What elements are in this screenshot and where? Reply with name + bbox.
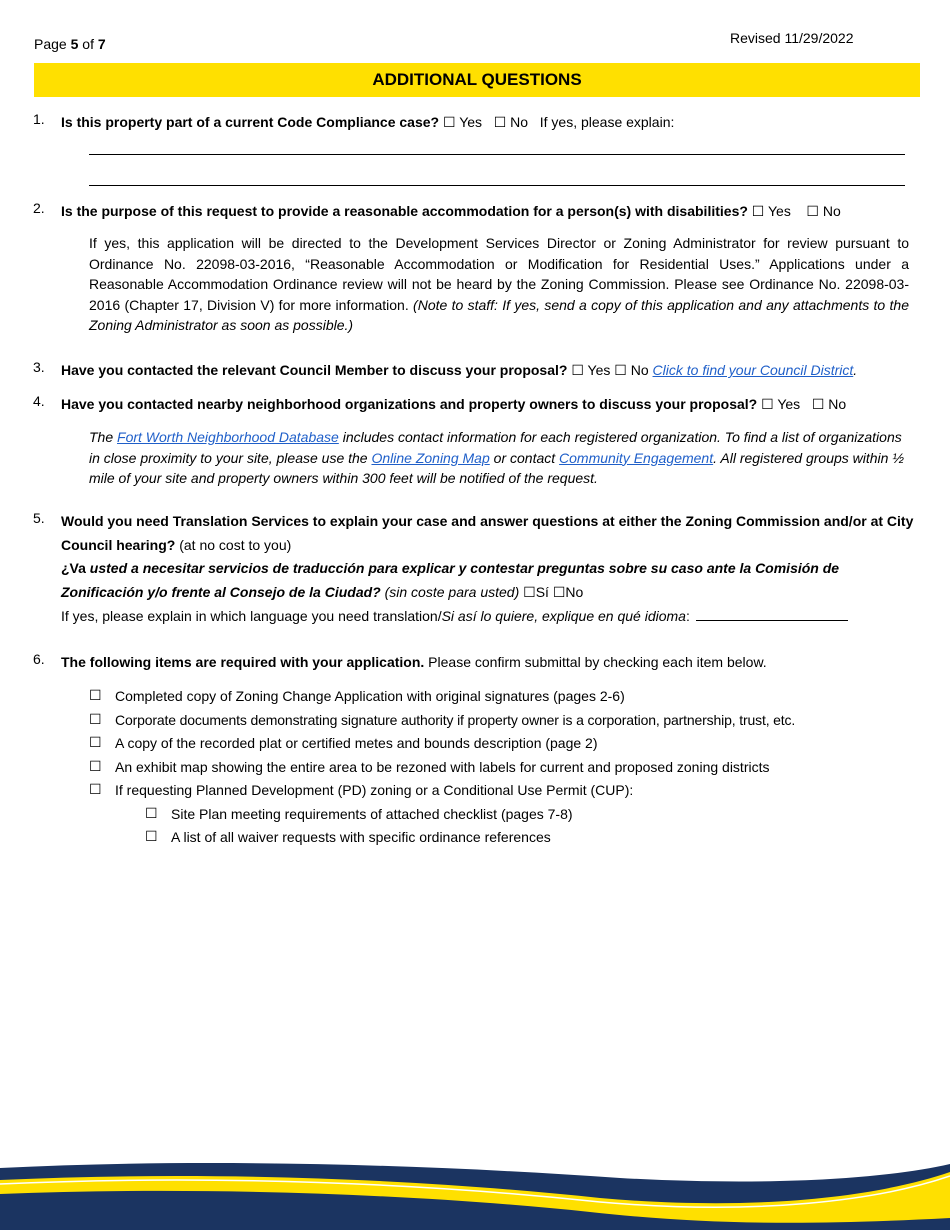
q2-yes-checkbox[interactable]: ☐: [751, 204, 765, 220]
q5-no-label: No: [565, 583, 584, 600]
section-banner: [34, 63, 920, 97]
q4-text-mid2: or contact: [493, 449, 556, 466]
checklist-item-checkbox[interactable]: ☐: [89, 758, 102, 775]
page-prefix: Page: [34, 36, 67, 52]
q1-followup: If yes, please explain:: [539, 114, 675, 130]
q2-body: If yes, this application will be directed to the Development Services Director or Zoning Administrator for review pursuant to Ordinance No. 22098-03-2016, “Reasonable Accommodation or Modification for Residential Uses.” Applications under a Reasonable Accommodation Ordinance review will not be heard by the Zoning Commission. Please see Ordinance No. 22098-03-2016 (Chapter 17, Division V) for more information.: [89, 235, 909, 313]
checklist-subitem-label: A list of all waiver requests with specific ordinance references: [171, 829, 551, 845]
checklist-item: [89, 757, 919, 777]
q1-question: Is this property part of a current Code Compliance case?: [61, 114, 440, 130]
q3-no-checkbox[interactable]: ☐: [614, 363, 627, 379]
q3-yes-label: Yes: [587, 362, 611, 378]
checklist-subitem: [145, 827, 919, 847]
q4-explanation: [89, 427, 909, 489]
footer-wave: [0, 1160, 950, 1230]
checklist-item-checkbox[interactable]: ☐: [89, 711, 102, 728]
checklist-subitem-checkbox[interactable]: ☐: [145, 829, 158, 845]
checklist-subitem: [145, 804, 919, 824]
section-title: ADDITIONAL QUESTIONS: [372, 70, 582, 89]
q5-question: Would you need Translation Services to explain your case and answer questions at either the Zoning Commission and/or at City Council hearing?: [61, 513, 914, 553]
q1-line: [61, 111, 912, 134]
revised-date: Revised 11/29/2022: [730, 30, 854, 46]
q2-no-label: No: [822, 203, 841, 219]
q5-es-question: usted a necesitar servicios de traducción para explicar y contestar preguntas sobre su caso ante la Comisión de Zonificación y/o frente al Consejo de la Ciudad?: [61, 560, 840, 600]
checklist-item-label: A copy of the recorded plat or certified metes and bounds description (page 2): [115, 735, 598, 751]
council-district-link[interactable]: Click to find your Council District: [652, 362, 854, 378]
q5-english: [61, 510, 916, 557]
q2-yes-label: Yes: [768, 203, 791, 219]
q2-line: [61, 200, 912, 223]
q1-no-label: No: [510, 114, 529, 130]
q4-yes-label: Yes: [777, 396, 801, 412]
q5-spanish: [61, 557, 916, 605]
page-current: 5: [70, 36, 79, 52]
checklist-item: [89, 686, 919, 706]
q1-answer-line-2[interactable]: [89, 185, 905, 186]
language-input-line[interactable]: [696, 606, 848, 621]
q5-question-note: (at no cost to you): [179, 536, 292, 553]
q6-question: The following items are required with your application.: [61, 654, 425, 670]
checklist-item-label: If requesting Planned Development (PD) zoning or a Conditional Use Permit (CUP):: [115, 782, 634, 798]
q6-instruction: Please confirm submittal by checking each item below.: [428, 654, 767, 670]
q3-number: 3.: [33, 359, 45, 375]
checklist-item: [89, 780, 919, 800]
q5-explain-es: Si así lo quiere, explique en qué idioma: [441, 608, 686, 624]
q5-no-checkbox[interactable]: ☐: [552, 584, 566, 601]
checklist-item-checkbox[interactable]: ☐: [89, 735, 102, 751]
q5-explain-colon: :: [685, 608, 690, 624]
checklist-item-label: Completed copy of Zoning Change Application with original signatures (pages 2-6): [115, 688, 625, 704]
community-engagement-link[interactable]: Community Engagement: [559, 449, 714, 466]
page-total: 7: [97, 36, 106, 52]
q4-number: 4.: [33, 393, 45, 409]
q4-no-label: No: [828, 396, 847, 412]
q1-yes-checkbox[interactable]: ☐: [442, 115, 456, 131]
q5-es-note: (sin coste para usted): [384, 583, 520, 600]
q4-text-the: The: [89, 429, 114, 445]
online-zoning-map-link[interactable]: Online Zoning Map: [371, 449, 490, 466]
q3-line: [61, 359, 912, 382]
q4-no-checkbox[interactable]: ☐: [811, 397, 825, 413]
page-of: of: [82, 36, 94, 52]
checklist-item-label: Corporate documents demonstrating signature authority if property owner is a corporation, partnership, trust, etc.: [115, 711, 796, 728]
checklist-item-checkbox[interactable]: ☐: [89, 688, 102, 704]
q5-explain-en: If yes, please explain in which language you need translation/: [61, 608, 442, 624]
q4-yes-checkbox[interactable]: ☐: [761, 397, 774, 413]
q1-no-checkbox[interactable]: ☐: [493, 115, 507, 131]
page-number: [34, 36, 106, 52]
neighborhood-database-link[interactable]: Fort Worth Neighborhood Database: [117, 429, 339, 445]
q2-explanation: [89, 233, 909, 336]
q3-yes-checkbox[interactable]: ☐: [571, 363, 584, 379]
q5-es-lead: ¿Va: [61, 560, 86, 576]
q5-si-checkbox[interactable]: ☐: [523, 584, 536, 601]
q3-link-period: .: [853, 362, 858, 378]
q1-answer-line-1[interactable]: [89, 154, 905, 155]
q5-block: [61, 510, 916, 629]
q5-language-row: [61, 605, 916, 629]
q6-number: 6.: [33, 651, 45, 667]
q2-question: Is the purpose of this request to provide a reasonable accommodation for a person(s) with disabilities?: [61, 203, 748, 219]
q2-staff-note: (Note to staff: If yes, send a copy of this application and any attachments to the Zoning Administrator as soon as possible.): [89, 296, 909, 334]
q6-line: [61, 651, 912, 673]
q5-number: 5.: [33, 510, 45, 526]
checklist-item: [89, 733, 919, 753]
q4-line: [61, 393, 912, 416]
q1-number: 1.: [33, 111, 45, 127]
q4-text-mid1: includes contact information for each registered organization. To find a list of organizations in close proximity to your site, please use the: [89, 429, 902, 466]
q1-yes-label: Yes: [459, 114, 483, 130]
q3-no-label: No: [630, 362, 649, 378]
checklist-item: [89, 710, 919, 730]
checklist-item-checkbox[interactable]: ☐: [89, 782, 102, 798]
checklist-subitem-checkbox[interactable]: ☐: [145, 805, 158, 822]
q2-number: 2.: [33, 200, 45, 216]
q5-si-label: Sí: [535, 583, 549, 600]
q4-text-end: . All registered groups within ½ mile of your site and property owners within 300 feet will be notified of the request.: [89, 449, 905, 487]
q4-question: Have you contacted nearby neighborhood organizations and property owners to discuss your proposal?: [61, 396, 758, 412]
q2-no-checkbox[interactable]: ☐: [806, 204, 819, 220]
checklist-subitem-label: Site Plan meeting requirements of attached checklist (pages 7-8): [171, 805, 573, 822]
q3-question: Have you contacted the relevant Council Member to discuss your proposal?: [61, 362, 568, 378]
checklist-item-label: An exhibit map showing the entire area to be rezoned with labels for current and proposed zoning districts: [115, 758, 770, 775]
checklist: [89, 686, 919, 847]
